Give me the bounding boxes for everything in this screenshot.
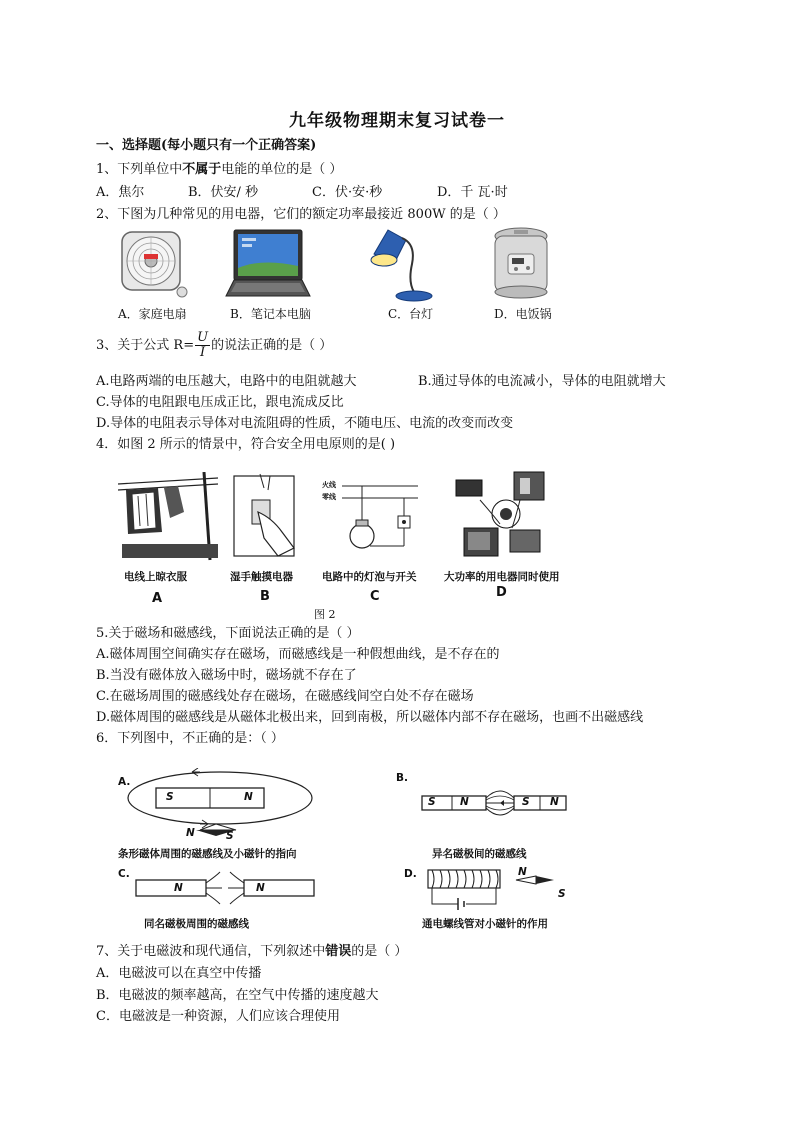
q6b-pole-s: S [428, 796, 436, 808]
q2-caption-c: C．台灯 [388, 307, 434, 321]
page-title: 九年级物理期末复习试卷一 [289, 111, 505, 131]
many-appliances-image [450, 470, 550, 562]
q5-option-b: B.当没有磁体放入磁场中时，磁场就不存在了 [96, 668, 357, 683]
q6-letter-d: D. [404, 868, 417, 880]
laptop-image [222, 228, 312, 302]
q3-option-b: B.通过导体的电流减小，导体的电阻就增大 [418, 374, 666, 389]
q6-caption-b: 异名磁极间的磁感线 [432, 848, 527, 860]
q1-option-c: C．伏·安·秒 [312, 185, 383, 200]
emphasis-text: 错误 [325, 944, 352, 959]
q6c-pole-n: N [174, 882, 183, 894]
q6a-needle-n: N [186, 827, 195, 839]
q7-option-c: C．电磁波是一种资源，人们应该合理使用 [96, 1009, 340, 1024]
question-5: 5.关于磁场和磁感线，下面说法正确的是（ ） [96, 626, 360, 641]
question-1: 1、下列单位中不属于电能的单位的是（ ） [96, 162, 343, 177]
q6a-pole-n: N [244, 791, 253, 803]
q2-caption-b: B．笔记本电脑 [230, 307, 311, 321]
q6a-pole-s: S [166, 791, 174, 803]
q4-caption-d: 大功率的用电器同时使用 [444, 571, 560, 583]
q2-caption-d: D．电饭锅 [494, 307, 552, 321]
like-poles-field-figure [116, 870, 316, 910]
q6-caption-d: 通电螺线管对小磁针的作用 [422, 918, 548, 930]
q4-letter-c: C [370, 589, 380, 604]
q4-caption-a: 电线上晾衣服 [124, 571, 187, 583]
q6b-pole-n: N [460, 796, 469, 808]
section-heading: 一、选择题(每小题只有一个正确答案) [96, 138, 317, 153]
q6a-needle-s: S [226, 830, 234, 842]
q1-option-b: B．伏安/ 秒 [188, 185, 259, 200]
q7-option-a: A．电磁波可以在真空中传播 [96, 966, 262, 981]
rice-cooker-image [486, 224, 556, 304]
q5-option-d: D.磁体周围的磁感线是从磁体北极出来，回到南极，所以磁体内部不存在磁场，也画不出磁感线 [96, 710, 644, 725]
q5-option-c: C.在磁场周围的磁感线处存在磁场，在磁感线间空白处不存在磁场 [96, 689, 474, 704]
q6c-pole-n2: N [256, 882, 265, 894]
q3-option-a: A.电路两端的电压越大，电路中的电阻就越大 [96, 374, 357, 389]
opposite-poles-field-figure [400, 776, 570, 826]
q4-letter-b: B [260, 589, 270, 604]
fan-image [118, 228, 190, 300]
wet-hand-switch-image [228, 472, 300, 564]
question-4: 4．如图 2 所示的情景中，符合安全用电原则的是( ) [96, 437, 396, 452]
q6-caption-c: 同名磁极周围的磁感线 [144, 918, 249, 930]
q6b-pole-s2: S [522, 796, 530, 808]
question-3: 3、关于公式 R= $\frac{U}{I}$ 的说法正确的是（ ） [96, 330, 333, 360]
lamp-switch-circuit-image [322, 476, 418, 562]
q6b-pole-n2: N [550, 796, 559, 808]
clothes-on-wire-image [118, 472, 218, 564]
q6-letter-b: B. [396, 772, 408, 784]
q1-option-a: A．焦尔 [96, 185, 145, 200]
q5-option-a: A.磁体周围空间确实存在磁场，而磁感线是一种假想曲线，是不存在的 [96, 647, 500, 662]
q6d-pole-s: S [558, 888, 566, 900]
q6-letter-a: A. [118, 776, 131, 788]
q4-caption-c: 电路中的灯泡与开关 [322, 571, 417, 583]
emphasis-text: 不属于 [182, 162, 222, 177]
q4-letter-d: D [496, 585, 507, 600]
solenoid-needle-figure [404, 866, 584, 914]
question-7: 7、关于电磁波和现代通信，下列叙述中错误的是（ ） [96, 944, 408, 959]
figure-2-label: 图 2 [314, 608, 336, 621]
q3-option-c: C.导体的电阻跟电压成正比，跟电流成反比 [96, 395, 344, 410]
q2-caption-a: A．家庭电扇 [118, 307, 187, 321]
q4-letter-a: A [152, 591, 163, 606]
fire-line-label: 火线 [322, 481, 336, 489]
zero-line-label: 零线 [322, 493, 336, 501]
desk-lamp-image [368, 224, 434, 304]
bar-magnet-field-figure [116, 768, 316, 844]
q7-option-b: B．电磁波的频率越高，在空气中传播的速度越大 [96, 988, 379, 1003]
q6-caption-a: 条形磁体周围的磁感线及小磁针的指向 [118, 848, 297, 860]
q6d-pole-n: N [518, 866, 527, 878]
q3-option-d: D.导体的电阻表示导体对电流阻碍的性质，不随电压、电流的改变而改变 [96, 416, 514, 431]
q4-caption-b: 湿手触摸电器 [230, 571, 293, 583]
q6-letter-c: C. [118, 868, 130, 880]
question-6: 6．下列图中，不正确的是：（ ） [96, 731, 284, 746]
q1-option-d: D．千 瓦·时 [437, 185, 508, 200]
formula-fraction: $\frac{U}{I}$ [197, 330, 209, 360]
question-2: 2、下图为几种常见的用电器，它们的额定功率最接近 800W 的是（ ） [96, 207, 506, 222]
